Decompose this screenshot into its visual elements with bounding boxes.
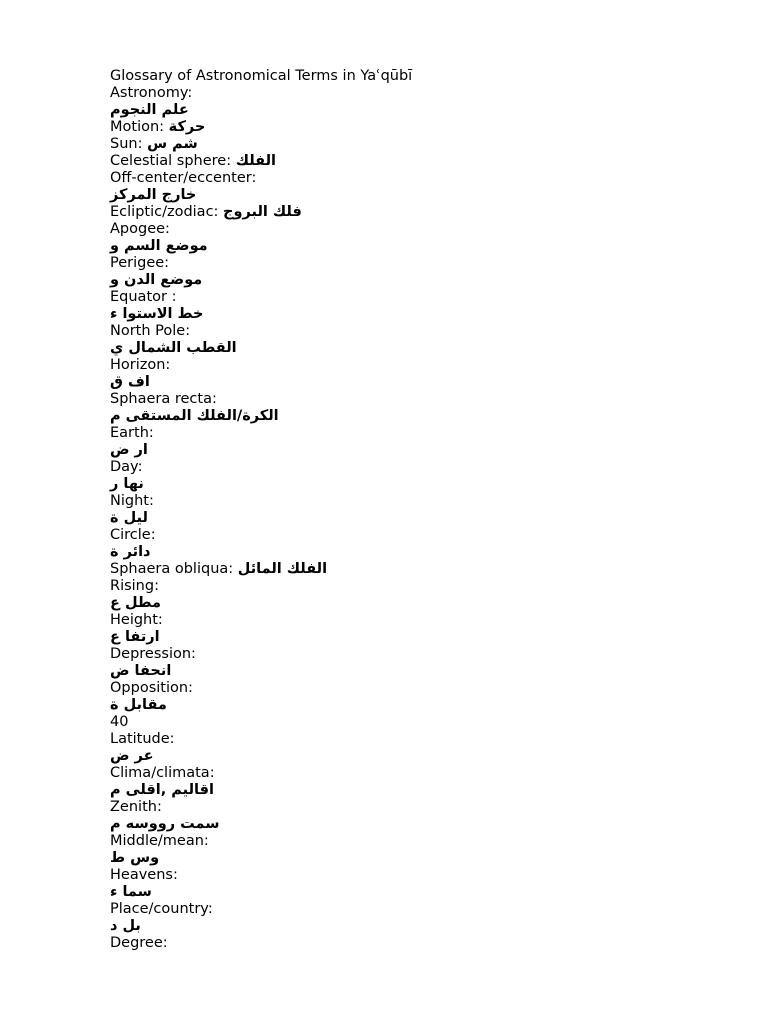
glossary-line	[110, 238, 710, 255]
term-english: Zenith:	[110, 799, 162, 815]
document-title: Glossary of Astronomical Terms in Yaʿqūbī	[110, 68, 413, 84]
glossary-line	[110, 493, 710, 510]
term-english: Celestial sphere:	[110, 153, 236, 169]
glossary-line	[110, 765, 710, 782]
glossary-line	[110, 510, 710, 527]
term-arabic: علم النجوم	[110, 102, 189, 118]
glossary-line	[110, 816, 710, 833]
glossary-line	[110, 357, 710, 374]
glossary-line	[110, 272, 710, 289]
term-arabic: الفلك	[235, 153, 276, 169]
glossary-line	[110, 663, 710, 680]
glossary-line	[110, 680, 710, 697]
term-arabic: مطل ع	[110, 595, 161, 611]
glossary-line	[110, 136, 710, 153]
term-english: Sphaera obliqua:	[110, 561, 238, 577]
glossary-line	[110, 697, 710, 714]
glossary-line	[110, 85, 710, 102]
term-arabic: ليل ة	[110, 510, 148, 526]
glossary-line	[110, 459, 710, 476]
term-english: Place/country:	[110, 901, 213, 917]
term-english: Opposition:	[110, 680, 193, 696]
term-english: Off-center/eccenter:	[110, 170, 257, 186]
term-arabic: سمت رووسه م	[110, 816, 220, 832]
glossary-line	[110, 527, 710, 544]
term-english: Depression:	[110, 646, 196, 662]
term-arabic: شم س	[147, 136, 198, 152]
term-arabic: اقاليم ,اقلى م	[110, 782, 214, 798]
term-arabic: بل د	[110, 918, 141, 934]
glossary-line	[110, 935, 710, 952]
term-arabic: القطب الشمال ي	[110, 340, 237, 356]
term-arabic: خارج المركز	[110, 187, 197, 203]
term-arabic: عر ض	[110, 748, 154, 764]
term-arabic: ار ض	[110, 442, 148, 458]
glossary-line	[110, 884, 710, 901]
glossary-line	[110, 901, 710, 918]
term-arabic: مقابل ة	[110, 697, 167, 713]
term-english: Degree:	[110, 935, 168, 951]
term-english: Circle:	[110, 527, 156, 543]
term-english: Middle/mean:	[110, 833, 209, 849]
glossary-line	[110, 306, 710, 323]
term-arabic: الكرة/الفلك المستقى م	[110, 408, 279, 424]
term-english: Sphaera recta:	[110, 391, 217, 407]
term-arabic: ارتفا ع	[110, 629, 160, 645]
term-english: North Pole:	[110, 323, 191, 339]
glossary-line	[110, 646, 710, 663]
glossary-line	[110, 799, 710, 816]
term-arabic: سما ء	[110, 884, 152, 900]
document-page	[110, 68, 710, 952]
glossary-line	[110, 255, 710, 272]
glossary-line	[110, 918, 710, 935]
term-english: Latitude:	[110, 731, 175, 747]
term-english: Earth:	[110, 425, 154, 441]
glossary-line	[110, 850, 710, 867]
glossary-list	[110, 85, 710, 952]
term-english: Sun:	[110, 136, 148, 152]
term-arabic: حركة	[168, 119, 206, 135]
glossary-line	[110, 748, 710, 765]
glossary-line	[110, 102, 710, 119]
term-arabic: انحفا ض	[110, 663, 172, 679]
glossary-line	[110, 187, 710, 204]
term-english: Day:	[110, 459, 143, 475]
term-english: Apogee:	[110, 221, 170, 237]
term-english: Equator :	[110, 289, 177, 305]
term-arabic: وس ط	[110, 850, 160, 866]
glossary-line	[110, 425, 710, 442]
glossary-line	[110, 408, 710, 425]
term-english: Night:	[110, 493, 154, 509]
term-english: Rising:	[110, 578, 159, 594]
term-english: Astronomy:	[110, 85, 193, 101]
term-english: Height:	[110, 612, 163, 628]
glossary-line	[110, 578, 710, 595]
glossary-line	[110, 476, 710, 493]
glossary-line	[110, 323, 710, 340]
glossary-line	[110, 170, 710, 187]
glossary-line	[110, 833, 710, 850]
term-english: Heavens:	[110, 867, 178, 883]
term-arabic: خط الاستوا ء	[110, 306, 204, 322]
glossary-line	[110, 714, 710, 731]
glossary-line	[110, 629, 710, 646]
glossary-line	[110, 782, 710, 799]
term-arabic: موضع السم و	[110, 238, 208, 254]
term-english: Horizon:	[110, 357, 171, 373]
glossary-line	[110, 374, 710, 391]
glossary-line	[110, 442, 710, 459]
term-english: Perigee:	[110, 255, 170, 271]
glossary-line	[110, 612, 710, 629]
glossary-line	[110, 731, 710, 748]
term-arabic: فلك البروج	[223, 204, 302, 220]
glossary-line	[110, 867, 710, 884]
term-arabic: الفلك المائل	[237, 561, 328, 577]
glossary-line	[110, 391, 710, 408]
glossary-line	[110, 119, 710, 136]
glossary-line	[110, 340, 710, 357]
glossary-line	[110, 544, 710, 561]
term-arabic: نها ر	[110, 476, 144, 492]
term-arabic: دائر ة	[110, 544, 151, 560]
term-english: Ecliptic/zodiac:	[110, 204, 224, 220]
term-english: 40	[110, 714, 129, 730]
term-english: Clima/climata:	[110, 765, 215, 781]
glossary-line	[110, 289, 710, 306]
glossary-line	[110, 204, 710, 221]
term-arabic: موضع الدن و	[110, 272, 203, 288]
glossary-line	[110, 561, 710, 578]
term-english: Motion:	[110, 119, 169, 135]
term-arabic: اف ق	[110, 374, 150, 390]
glossary-line	[110, 595, 710, 612]
glossary-line	[110, 221, 710, 238]
glossary-line	[110, 153, 710, 170]
